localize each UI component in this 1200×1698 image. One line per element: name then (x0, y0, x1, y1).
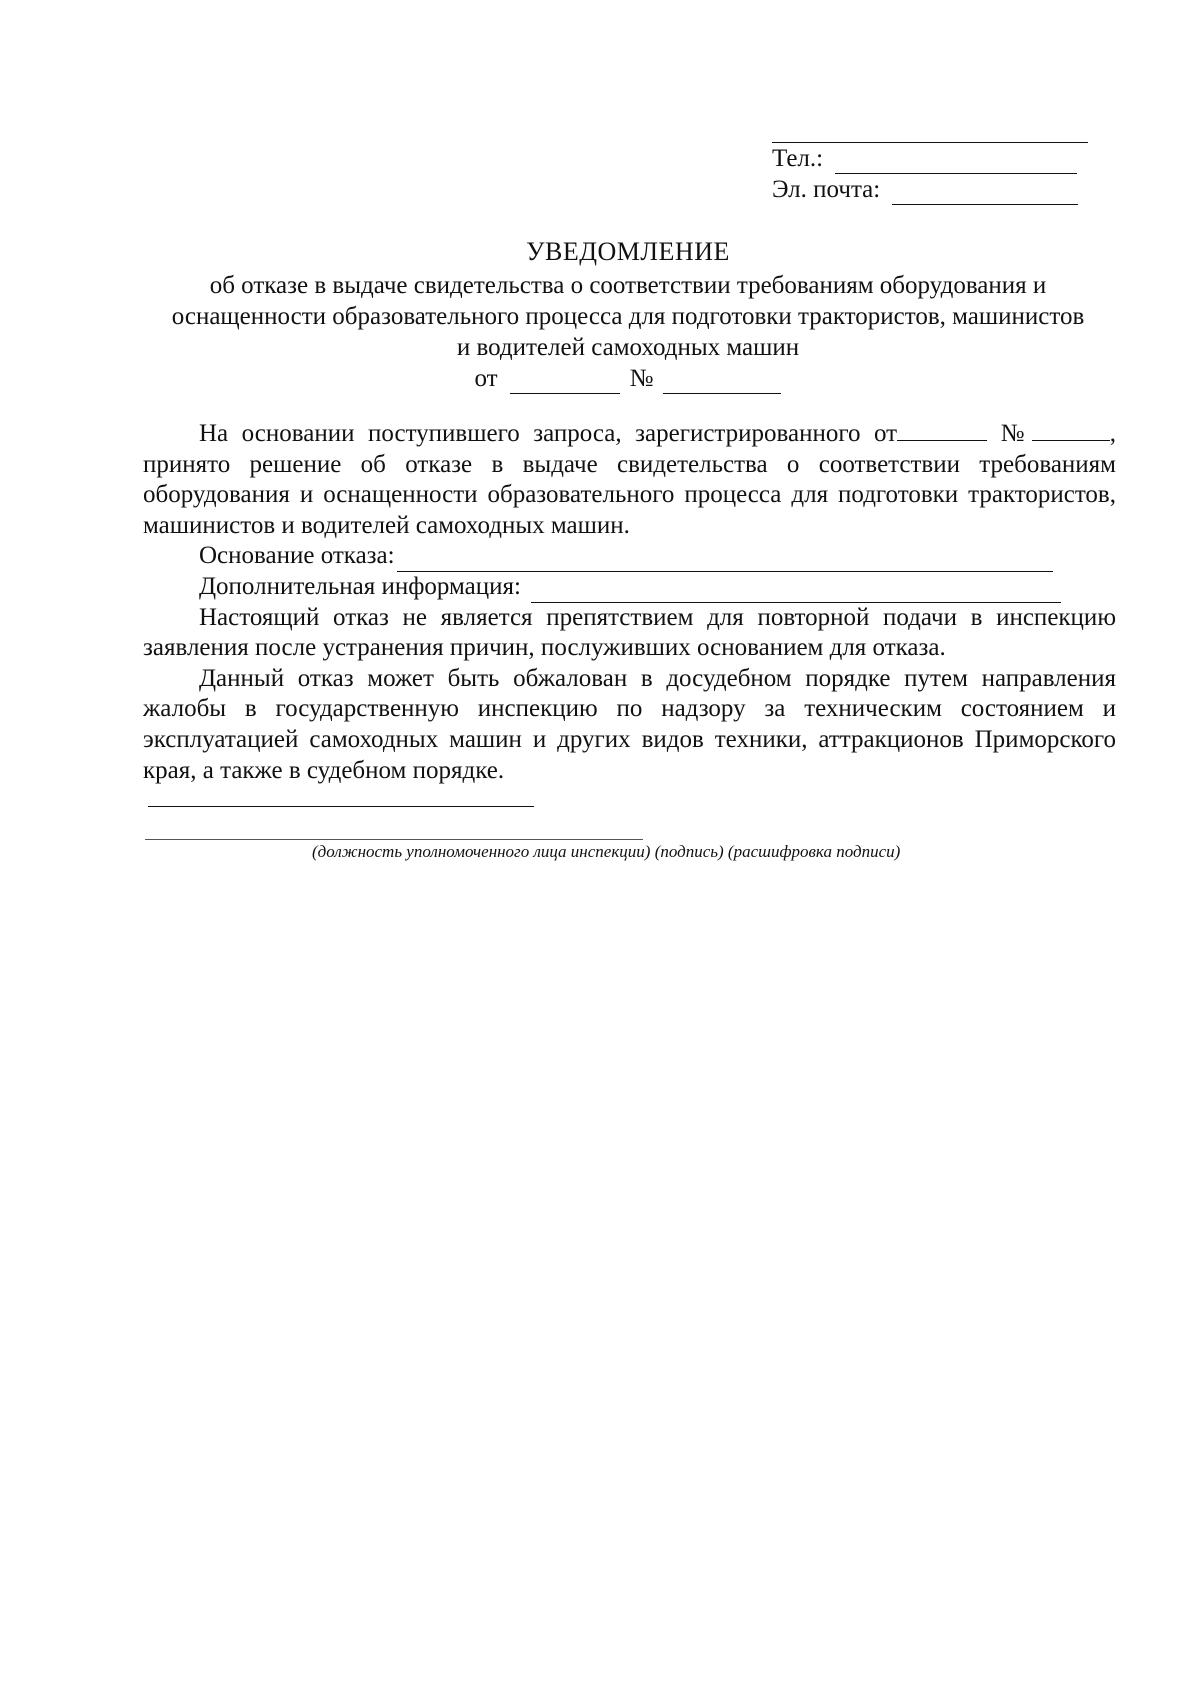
request-text: На основании поступившего запроса, зарегистрированного от (199, 420, 898, 447)
signature-underline (145, 839, 643, 840)
subtitle-line-1: об отказе в выдаче свидетельства о соответствии требованиям оборудования и (209, 272, 1047, 299)
number-sign: № (629, 365, 654, 392)
addressee-line (772, 128, 1088, 143)
heading-block (140, 236, 1116, 394)
document-title: УВЕДОМЛЕНИЕ (526, 237, 730, 266)
paragraph-decision (143, 418, 1116, 541)
email-label: Эл. почта: (772, 176, 881, 203)
signature-caption: (должность уполномоченного лица инспекции) (подпись) (расшифровка подписи) (312, 842, 901, 861)
notice-date-number-row (475, 363, 782, 394)
tel-label: Тел.: (772, 145, 824, 172)
refusal-basis-blank (397, 549, 1053, 572)
date-prefix: от (474, 365, 498, 392)
decision-text: , принято решение об отказе в выдаче свидетельства о соответствии требованиям оборудования и оснащенности образовательного процесса для подготовки трактористов, машинистов и водителей самоходных машин. (143, 420, 1116, 539)
extra-info-row (143, 572, 1116, 603)
refusal-basis-row (143, 541, 1116, 572)
paragraph-reapply: Настоящий отказ не является препятствием для повторной подачи в инспекцию заявления после устранения причин, послуживших основанием для отказа. (143, 603, 1116, 662)
contact-block (772, 128, 1092, 205)
extra-info-blank (531, 580, 1061, 603)
email-row (772, 174, 1092, 205)
request-number-blank (1032, 418, 1110, 441)
notice-number-blank (663, 369, 781, 394)
subtitle-line-2: оснащенности образовательного процесса для подготовки трактористов, машинистов (171, 303, 1085, 330)
refusal-basis-label: Основание отказа: (199, 542, 395, 570)
request-number-sign: № (1000, 420, 1032, 447)
notice-date-blank (510, 369, 620, 394)
tel-fill-line (835, 149, 1077, 174)
extra-info-label: Дополнительная информация: (199, 572, 521, 600)
subtitle-line-3: и водителей самоходных машин (456, 334, 800, 361)
body-block (143, 418, 1116, 786)
email-fill-line (892, 180, 1078, 205)
position-signature-line (148, 806, 534, 807)
request-date-blank (897, 418, 987, 441)
paragraph-appeal: Данный отказ может быть обжалован в досудебном порядке путем направления жалобы в государственную инспекцию по надзору за техническим состоянием и эксплуатацией самоходных машин и других видов техники, аттракционов Приморского края, а также в судебном порядке. (143, 664, 1116, 784)
tel-row (772, 143, 1092, 174)
